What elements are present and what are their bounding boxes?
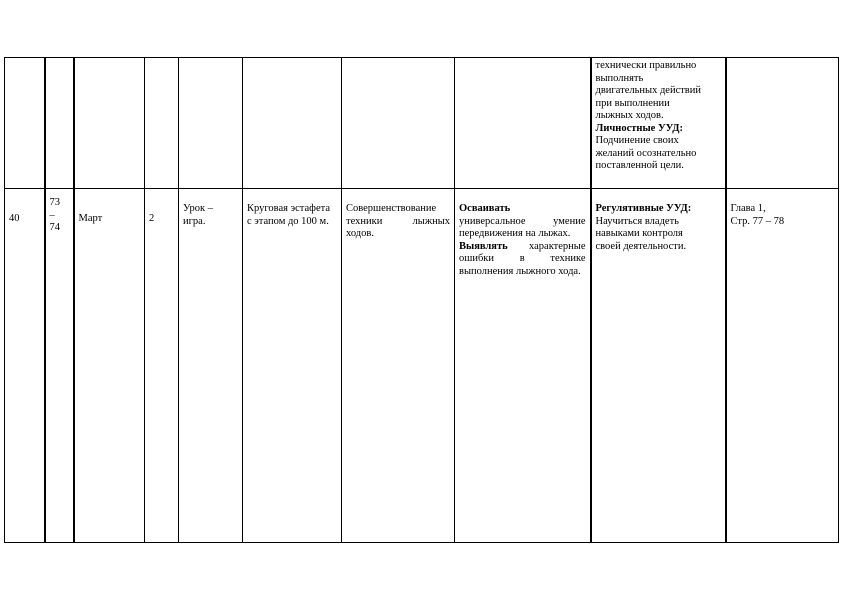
results-cell-continued (591, 58, 726, 189)
master-text: универсальное умение (459, 215, 586, 227)
hours-to: 74 (49, 222, 60, 233)
hours-cell (45, 189, 74, 543)
uud-line: своей деятельности. (595, 240, 687, 252)
activities-cell (455, 189, 591, 543)
personal-line: желаний осознательно (595, 147, 697, 159)
reference-pages: Стр. 77 – 78 (730, 215, 785, 227)
hours-from: 73 (49, 197, 60, 208)
continued-row (5, 58, 839, 189)
personal-uud-heading: Личностные УУД: (595, 122, 684, 134)
master-verb: Осваивать (459, 203, 511, 214)
personal-line: поставленной цели. (595, 160, 684, 171)
results-line: технически правильно (595, 60, 697, 71)
goal-cell: Совершенствование техники лыжных ходов. (342, 189, 455, 543)
lesson-plan-table (4, 57, 839, 543)
cell-empty (145, 58, 179, 189)
cell-empty (5, 58, 45, 189)
count-cell: 2 (145, 189, 179, 543)
uud-cell (591, 189, 726, 543)
personal-line: Подчинение своих (595, 135, 679, 146)
results-line: лыжных ходов. (595, 110, 664, 121)
cell-empty (342, 58, 455, 189)
detect-text: характерные ошибки в технике выполнения лыжного хода. (459, 240, 586, 277)
master-text: передвижения на лыжах. (459, 228, 571, 239)
uud-line: навыками контроля (595, 228, 683, 239)
cell-empty (179, 58, 243, 189)
detect-verb: Выявлять (459, 240, 508, 252)
cell-empty (45, 58, 74, 189)
cell-empty (74, 58, 145, 189)
month-cell: Март (74, 189, 145, 543)
lesson-row-40 (5, 189, 839, 543)
uud-line: Научиться владеть (595, 215, 679, 227)
regulative-uud-heading: Регулятивные УУД: (595, 203, 692, 214)
topic-cell: Круговая эстафета с этапом до 100 м. (243, 189, 342, 543)
results-line: выполнять (595, 72, 644, 84)
cell-empty (726, 58, 839, 189)
reference-chapter: Глава 1, (730, 203, 766, 214)
lesson-number: 40 (5, 189, 45, 543)
lesson-type-cell: Урок – игра. (179, 189, 243, 543)
hours-dash: – (49, 209, 55, 221)
results-line: двигательных действий (595, 85, 702, 96)
results-line: при выполнении (595, 97, 670, 109)
reference-cell (726, 189, 839, 543)
cell-empty (243, 58, 342, 189)
cell-empty (455, 58, 591, 189)
